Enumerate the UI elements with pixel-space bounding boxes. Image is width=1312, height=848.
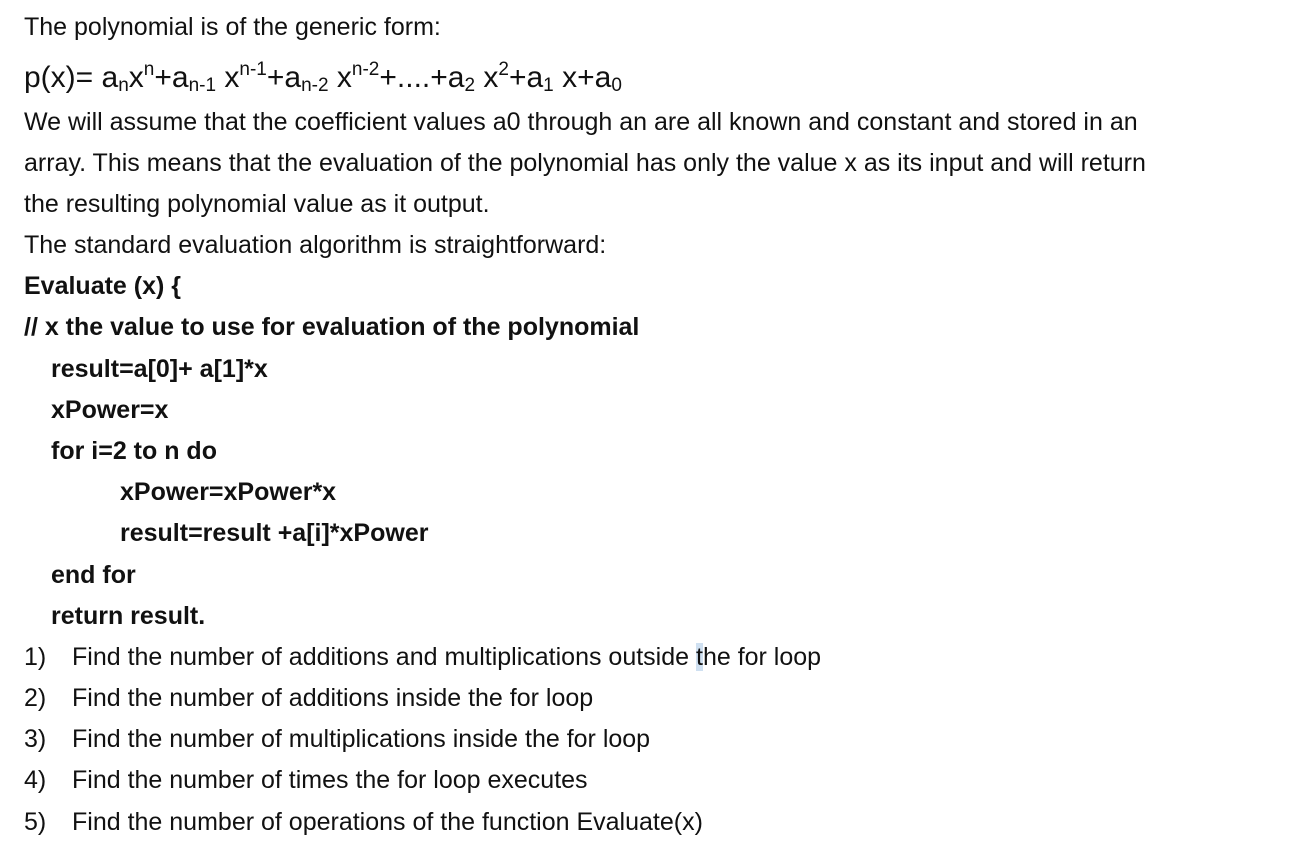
question-number: 5) bbox=[24, 808, 47, 836]
question-number: 1) bbox=[24, 643, 47, 671]
question-1: 1) Find the number of additions and multiplications outside the for loop bbox=[24, 643, 822, 671]
code-line-end-for: end for bbox=[51, 561, 136, 589]
question-5: 5) Find the number of operations of the function Evaluate(x) bbox=[24, 808, 703, 836]
formula-lhs: p(x)= bbox=[24, 61, 102, 94]
algorithm-intro: The standard evaluation algorithm is straightforward: bbox=[24, 231, 607, 259]
code-line-result-init: result=a[0]+ a[1]*x bbox=[51, 355, 268, 383]
formula-term: $a_nx^n+$ bbox=[101, 59, 172, 96]
question-number: 3) bbox=[24, 725, 47, 753]
question-2: 2) Find the number of additions inside the for loop bbox=[24, 684, 594, 712]
formula-term: $a_0$ bbox=[594, 61, 622, 96]
code-line-xpower-init: xPower=x bbox=[51, 396, 169, 424]
polynomial-formula bbox=[24, 59, 622, 97]
paragraph-line-1: We will assume that the coefficient values a0 through an are all known and constant and stored in an bbox=[24, 108, 1138, 136]
formula-term: $a_1$ x+ bbox=[526, 61, 595, 96]
question-3: 3) Find the number of multiplications inside the for loop bbox=[24, 725, 651, 753]
code-line-result-update: result=result +a[i]*xPower bbox=[120, 519, 429, 547]
question-4: 4) Find the number of times the for loop executes bbox=[24, 766, 588, 794]
code-comment: // x the value to use for evaluation of the polynomial bbox=[24, 313, 640, 341]
formula-term: $a_{n-2}$ $x^{n-2}+....+$ bbox=[284, 59, 448, 96]
question-number: 4) bbox=[24, 766, 47, 794]
code-line-xpower-update: xPower=xPower*x bbox=[120, 478, 337, 506]
formula-term: $a_{n-1}$ $x^{n-1}+$ bbox=[171, 59, 285, 96]
text-selection-highlight: t bbox=[695, 643, 703, 671]
intro-text: The polynomial is of the generic form: bbox=[24, 13, 441, 41]
code-header: Evaluate (x) { bbox=[24, 272, 182, 300]
code-line-for: for i=2 to n do bbox=[51, 437, 217, 465]
code-line-return: return result. bbox=[51, 602, 206, 630]
paragraph-line-3: the resulting polynomial value as it output. bbox=[24, 190, 490, 218]
question-number: 2) bbox=[24, 684, 47, 712]
paragraph-line-2: array. This means that the evaluation of the polynomial has only the value x as its input and will return bbox=[24, 149, 1146, 177]
formula-term: $a_2$ $x^2+$ bbox=[447, 59, 527, 96]
